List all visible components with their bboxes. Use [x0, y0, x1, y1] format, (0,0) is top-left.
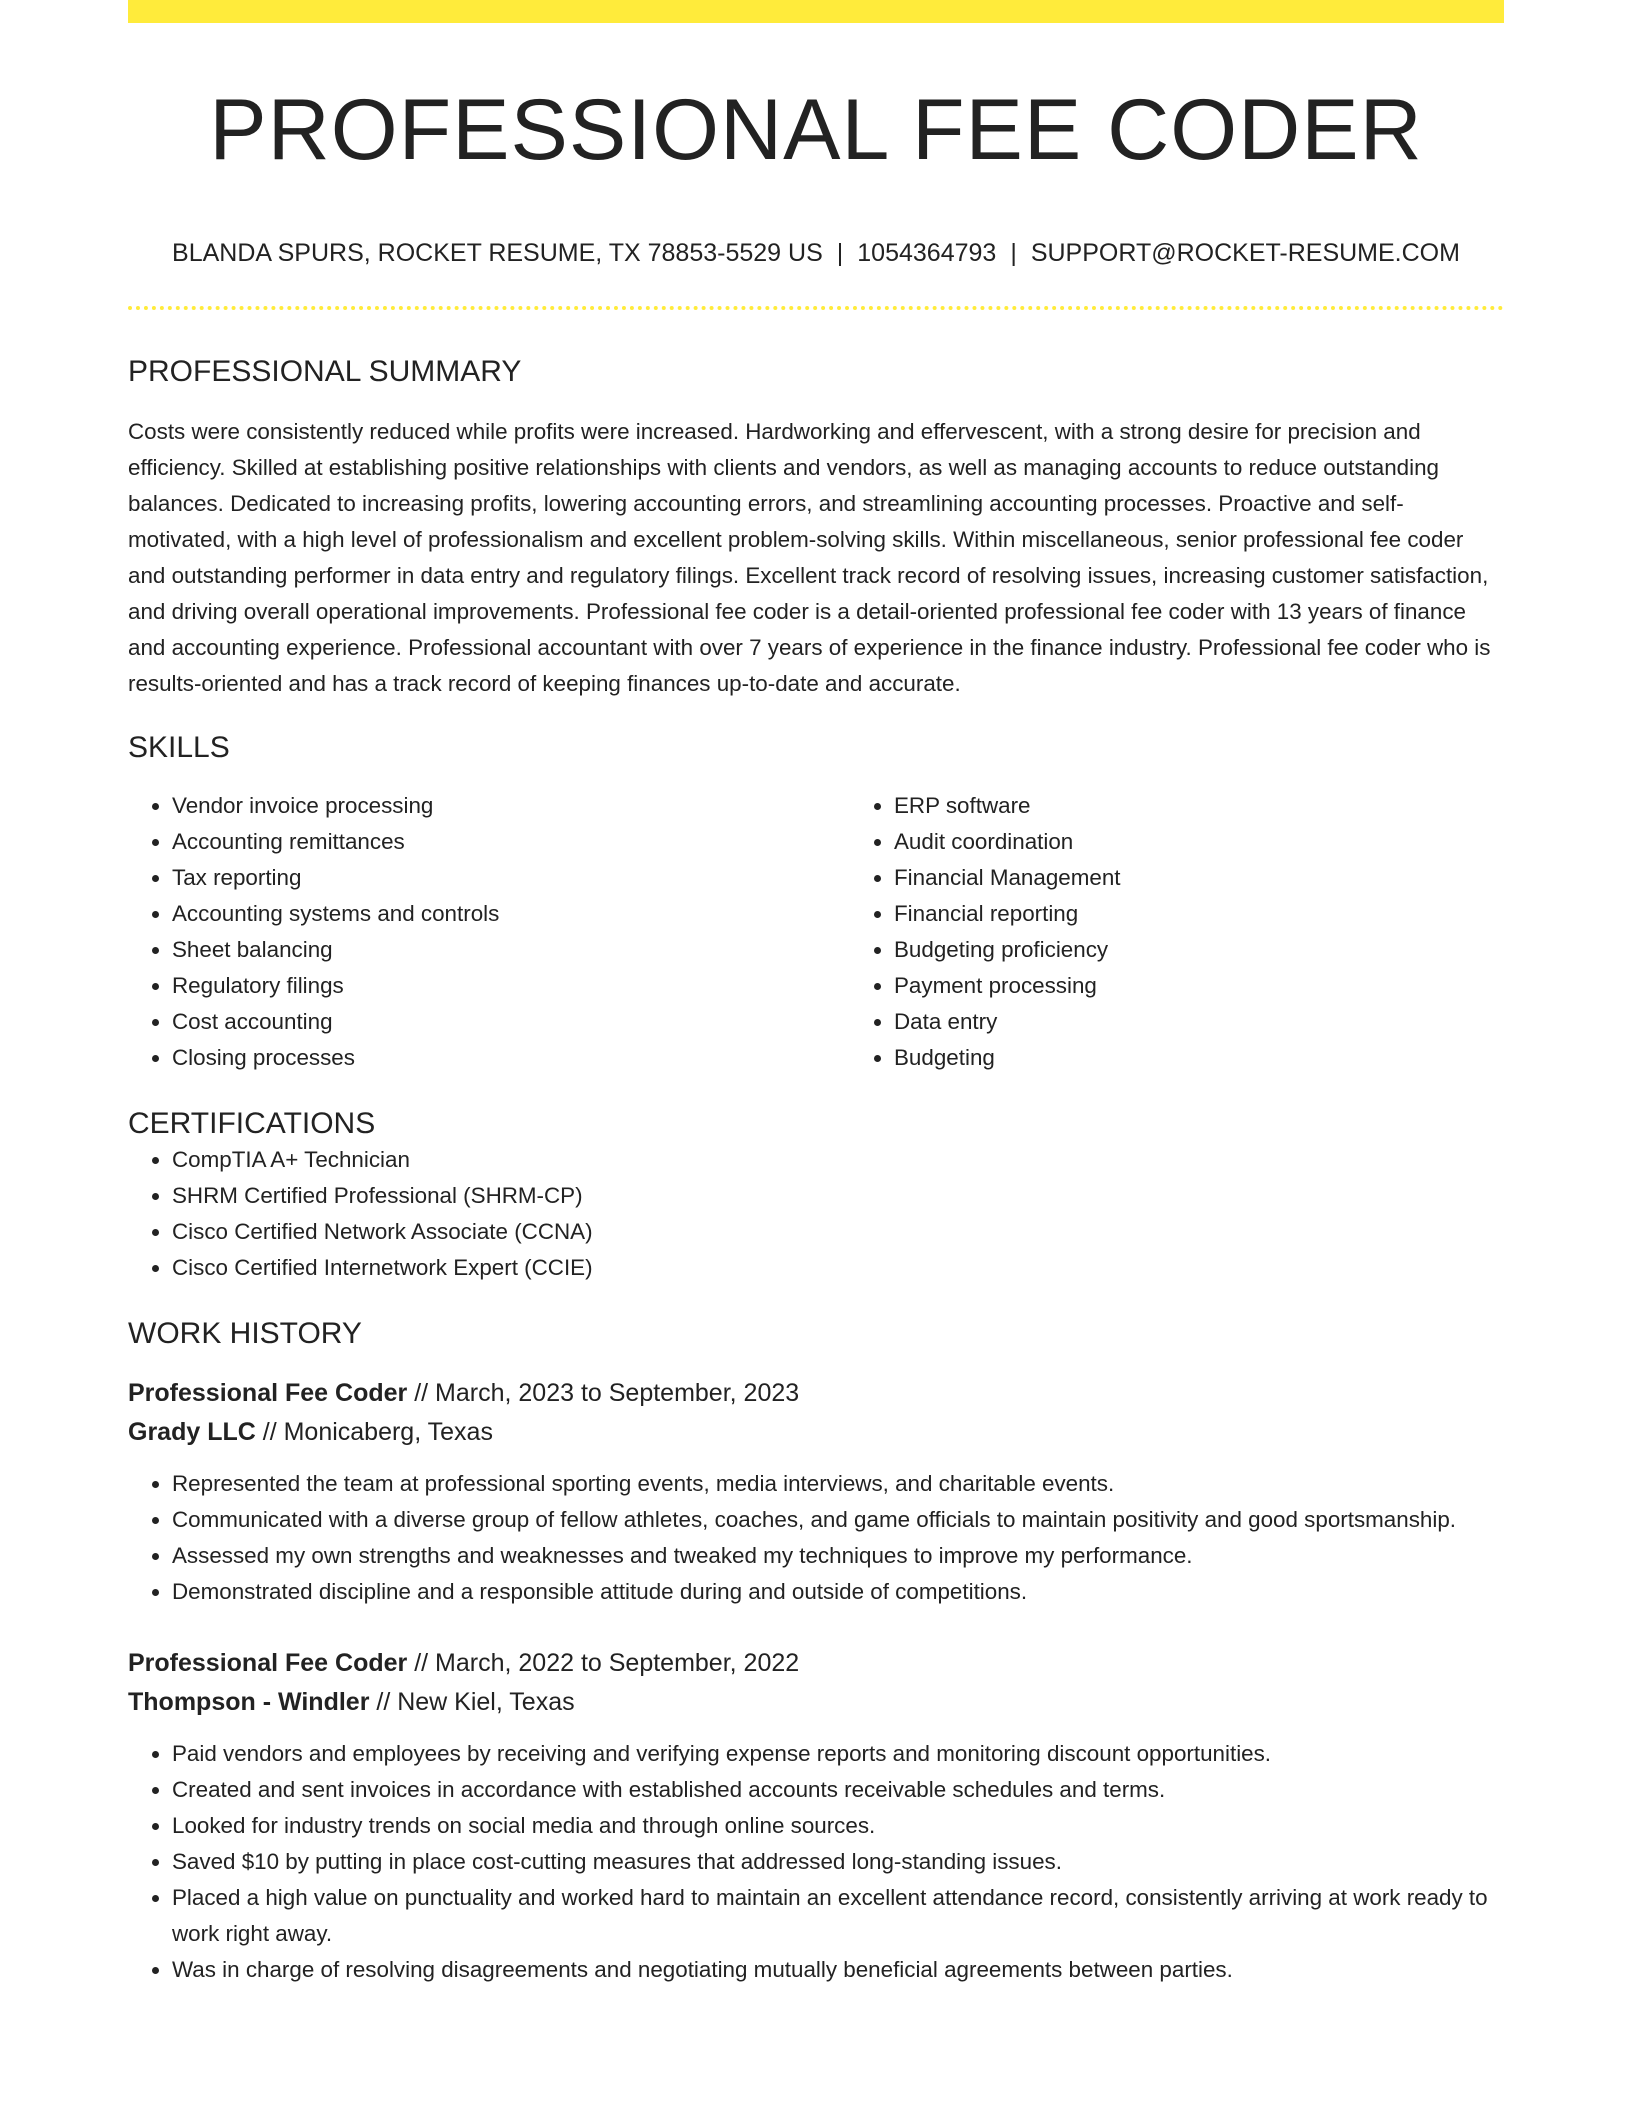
skills-heading: SKILLS	[128, 730, 230, 764]
skill-item: • Cost accounting	[172, 1004, 850, 1040]
certification-item: • SHRM Certified Professional (SHRM-CP)	[172, 1178, 1504, 1214]
skill-item: • Data entry	[894, 1004, 1572, 1040]
job-role: Professional Fee Coder	[128, 1648, 408, 1677]
skill-item: • Financial reporting	[894, 896, 1572, 932]
skill-item: • ERP software	[894, 788, 1572, 824]
contact-separator: |	[836, 238, 844, 267]
dotted-divider	[128, 306, 1504, 310]
resume-page	[128, 0, 1504, 1988]
job-duty: • Represented the team at professional sporting events, media interviews, and charitable events.	[172, 1466, 1504, 1502]
job-duty: • Looked for industry trends on social media and through online sources.	[172, 1808, 1504, 1844]
summary-heading: PROFESSIONAL SUMMARY	[128, 354, 522, 388]
job-role-line	[128, 1644, 1504, 1683]
contact-line	[128, 238, 1504, 268]
skills-list-left	[128, 788, 850, 1076]
skill-item: • Accounting remittances	[172, 824, 850, 860]
work-history-heading: WORK HISTORY	[128, 1316, 362, 1350]
contact-separator: |	[1010, 238, 1017, 267]
contact-address: BLANDA SPURS, ROCKET RESUME, TX 78853-5529 US	[172, 238, 823, 267]
job-location: // New Kiel, Texas	[376, 1687, 575, 1716]
job-role: Professional Fee Coder	[128, 1378, 408, 1407]
skill-item: • Accounting systems and controls	[172, 896, 850, 932]
job-entry	[128, 1644, 1504, 1988]
job-company: Grady LLC	[128, 1417, 256, 1446]
skill-item: • Budgeting proficiency	[894, 932, 1572, 968]
job-company-line	[128, 1683, 1504, 1722]
job-company: Thompson - Windler	[128, 1687, 370, 1716]
skill-item: • Closing processes	[172, 1040, 850, 1076]
job-dates: // March, 2022 to September, 2022	[414, 1648, 800, 1677]
job-entry	[128, 1374, 1504, 1610]
job-duty: • Created and sent invoices in accordance with established accounts receivable schedules and terms.	[172, 1772, 1504, 1808]
job-duty: • Placed a high value on punctuality and worked hard to maintain an excellent attendance record, consistently arriving at work ready to work right away.	[172, 1880, 1504, 1952]
certification-item: • CompTIA A+ Technician	[172, 1142, 1504, 1178]
job-duty: • Saved $10 by putting in place cost-cutting measures that addressed long-standing issues.	[172, 1844, 1504, 1880]
job-role-line	[128, 1374, 1504, 1413]
job-duty: • Communicated with a diverse group of fellow athletes, coaches, and game officials to maintain positivity and good sportsmanship.	[172, 1502, 1504, 1538]
certification-item: • Cisco Certified Internetwork Expert (CCIE)	[172, 1250, 1504, 1286]
skill-item: • Tax reporting	[172, 860, 850, 896]
skill-item: • Financial Management	[894, 860, 1572, 896]
skill-item: • Audit coordination	[894, 824, 1572, 860]
skill-item: • Regulatory filings	[172, 968, 850, 1004]
certification-item: • Cisco Certified Network Associate (CCNA)	[172, 1214, 1504, 1250]
skill-item: • Sheet balancing	[172, 932, 850, 968]
job-duties-list	[128, 1736, 1504, 1988]
skill-item: • Vendor invoice processing	[172, 788, 850, 824]
skills-columns	[128, 788, 1504, 1076]
job-duty: • Was in charge of resolving disagreements and negotiating mutually beneficial agreements between parties.	[172, 1952, 1504, 1988]
job-duty: • Assessed my own strengths and weaknesses and tweaked my techniques to improve my performance.	[172, 1538, 1504, 1574]
job-dates: // March, 2023 to September, 2023	[414, 1378, 800, 1407]
contact-email: SUPPORT@ROCKET-RESUME.COM	[1030, 238, 1460, 267]
certifications-heading: CERTIFICATIONS	[128, 1106, 376, 1140]
job-company-line	[128, 1413, 1504, 1452]
resume-name: PROFESSIONAL FEE CODER	[209, 82, 1423, 178]
skill-item: • Budgeting	[894, 1040, 1572, 1076]
job-location: // Monicaberg, Texas	[262, 1417, 493, 1446]
top-accent-bar	[128, 0, 1504, 23]
job-duty: • Demonstrated discipline and a responsible attitude during and outside of competitions.	[172, 1574, 1504, 1610]
job-duties-list	[128, 1466, 1504, 1610]
skill-item: • Payment processing	[894, 968, 1572, 1004]
contact-phone: 1054364793	[857, 238, 997, 267]
job-duty: • Paid vendors and employees by receiving and verifying expense reports and monitoring discount opportunities.	[172, 1736, 1504, 1772]
skills-list-right	[850, 788, 1572, 1076]
certifications-list	[128, 1142, 1504, 1286]
summary-text: Costs were consistently reduced while profits were increased. Hardworking and effervescent, with a strong desire for precision and efficiency. Skilled at establishing positive relationships with clients and vendors, as well as managing accounts to reduce outstanding balances. Dedicated to increasing profits, lowering accounting errors, and streamlining accounting processes. Proactive and self-motivated, with a high level of professionalism and excellent problem-solving skills. Within miscellaneous, senior professional fee coder and outstanding performer in data entry and regulatory filings. Excellent track record of resolving issues, increasing customer satisfaction, and driving overall operational improvements. Professional fee coder is a detail-oriented professional fee coder with 13 years of finance and accounting experience. Professional accountant with over 7 years of experience in the finance industry. Professional fee coder who is results-oriented and has a track record of keeping finances up-to-date and accurate.	[128, 418, 1491, 696]
